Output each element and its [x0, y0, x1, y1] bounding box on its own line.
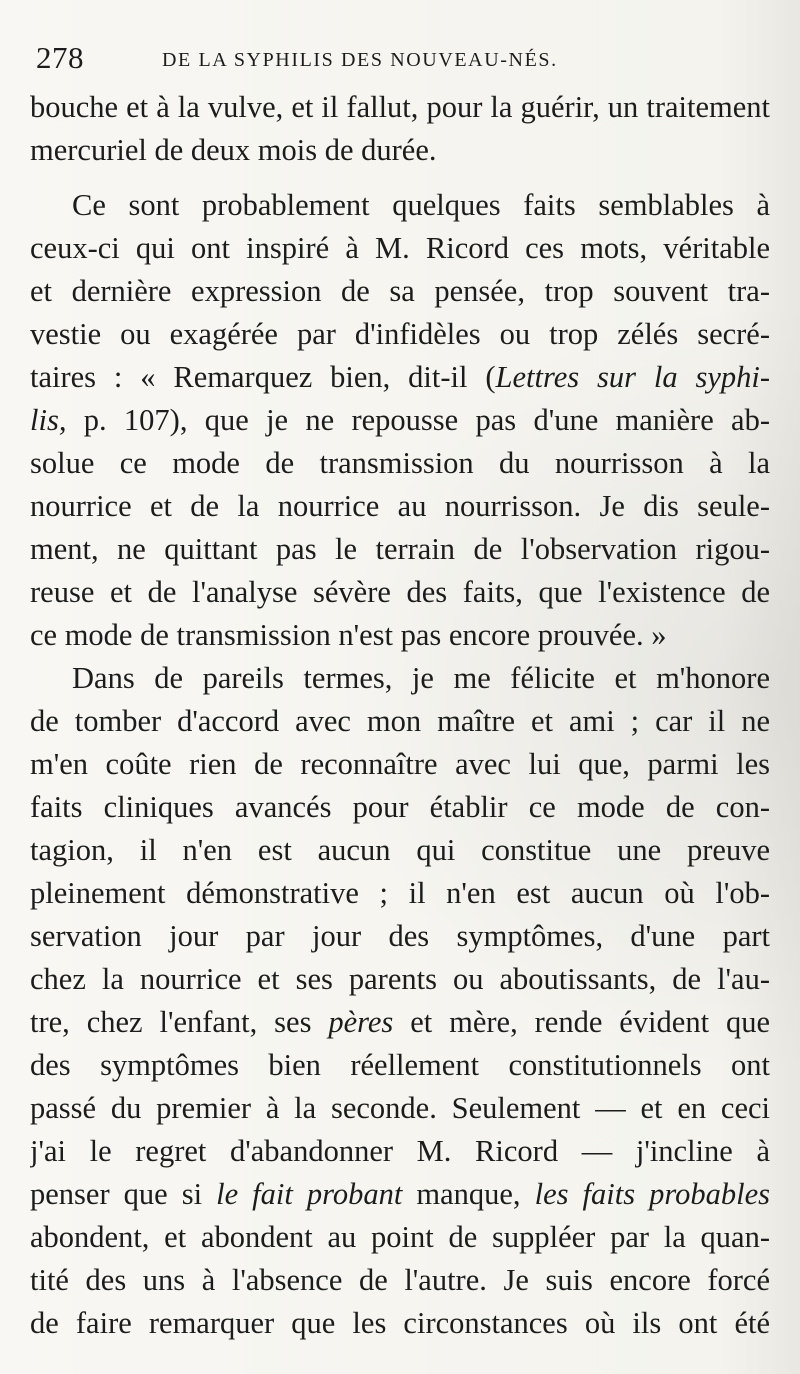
text-line: faits cliniques avancés pour établir ce mode de con- [30, 790, 770, 824]
text-line: tagion, il n'en est aucun qui constitue une preuve [30, 833, 770, 867]
italic-phrase: les faits probables [534, 1177, 770, 1211]
text-line: taires : « Remarquez bien, dit-il (Lettres sur la syphi- [30, 360, 770, 394]
text-line: Ce sont probablement quelques faits semblables à [72, 188, 770, 222]
italic-word: pères [328, 1005, 394, 1039]
italic-title: lis, [30, 403, 67, 437]
text-line: tre, chez l'enfant, ses pères et mère, rende évident que [30, 1005, 770, 1039]
text-line: tité des uns à l'absence de l'autre. Je suis encore forcé [30, 1263, 770, 1297]
text-line: abondent, et abondent au point de suppléer par la quan- [30, 1220, 770, 1254]
text-line: solue ce mode de transmission du nourrisson à la [30, 446, 770, 480]
italic-phrase: le fait probant [216, 1177, 403, 1211]
text-line: Dans de pareils termes, je me félicite et m'honore [72, 661, 770, 695]
text-line: et dernière expression de sa pensée, trop souvent tra- [30, 274, 770, 308]
text-line: j'ai le regret d'abandonner M. Ricord — j'incline à [30, 1134, 770, 1168]
text-line: vestie ou exagérée par d'infidèles ou trop zélés secré- [30, 317, 770, 351]
text-line: chez la nourrice et ses parents ou aboutissants, de l'au- [30, 962, 770, 996]
text-line: lis, p. 107), que je ne repousse pas d'une manière ab- [30, 403, 770, 437]
text-line: reuse et de l'analyse sévère des faits, que l'existence de [30, 575, 770, 609]
body-text [30, 86, 770, 1345]
text-line: servation jour par jour des symptômes, d'une part [30, 919, 770, 953]
text-line: bouche et à la vulve, et il fallut, pour la guérir, un traitement [30, 90, 770, 124]
text-line: ment, ne quittant pas le terrain de l'observation rigou- [30, 532, 770, 566]
italic-title: Lettres sur la syphi- [495, 360, 770, 394]
text-line: de faire remarquer que les circonstances où ils ont été [30, 1306, 770, 1340]
text-line: pleinement démonstrative ; il n'en est aucun où l'ob- [30, 876, 770, 910]
text-line: m'en coûte rien de reconnaître avec lui que, parmi les [30, 747, 770, 781]
text-line: des symptômes bien réellement constitutionnels ont [30, 1048, 770, 1082]
text-line: penser que si le fait probant manque, les faits probables [30, 1177, 770, 1211]
text-line: ceux-ci qui ont inspiré à M. Ricord ces mots, véritable [30, 231, 770, 265]
page-number: 278 [36, 40, 84, 75]
text-line: passé du premier à la seconde. Seulement — et en ceci [30, 1091, 770, 1125]
text-line: mercuriel de deux mois de durée. [30, 133, 437, 167]
text-line: ce mode de transmission n'est pas encore prouvée. » [30, 618, 667, 652]
text-line: nourrice et de la nourrice au nourrisson. Je dis seule- [30, 489, 770, 523]
page-header [30, 40, 770, 80]
text-line: de tomber d'accord avec mon maître et ami ; car il ne [30, 704, 770, 738]
running-title: DE LA SYPHILIS DES NOUVEAU-NÉS. [162, 49, 558, 71]
